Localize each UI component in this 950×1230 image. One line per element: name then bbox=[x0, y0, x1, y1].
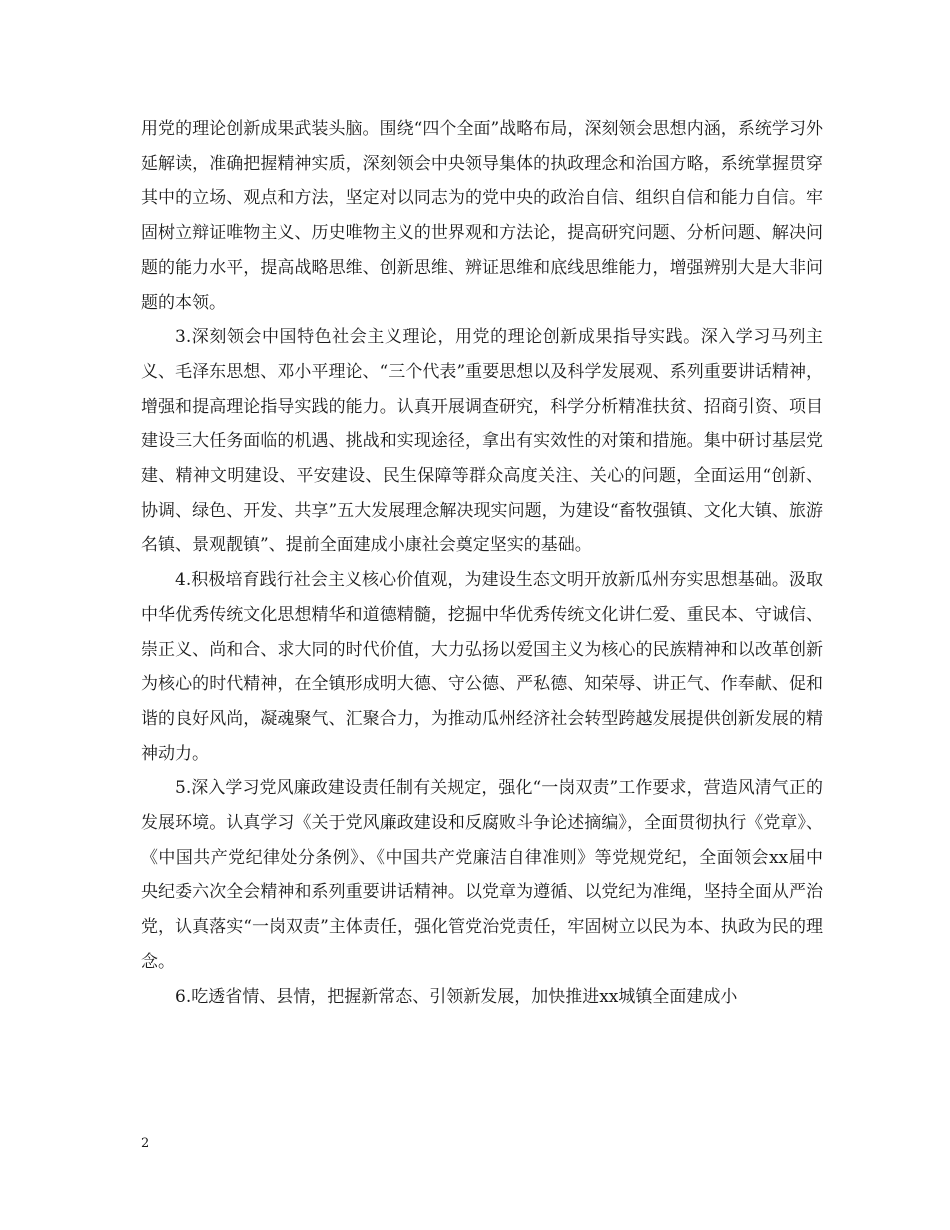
paragraph-1: 用党的理论创新成果武装头脑。围绕“四个全面”战略布局，深刻领会思想内涵，系统学习外延解读，准确把握精神实质，深刻领会中央领导集体的执政理念和治国方略，系统掌握贯穿其中的立场、观点和方法，坚定对以同志为的党中央的政治自信、组织自信和能力自信。牢固树立辩证唯物主义、历史唯物主义的世界观和方法论，提高研究问题、分析问题、解决问题的能力水平，提高战略思维、创新思维、辨证思维和底线思维能力，增强辨别大是大非问题的本领。 bbox=[141, 119, 823, 313]
paragraph-5: 6.吃透省情、县情，把握新常态、引领新发展，加快推进xx城镇全面建成小 bbox=[175, 986, 738, 1007]
paragraph-2: 3.深刻领会中国特色社会主义理论，用党的理论创新成果指导实践。深入学习马列主义、毛泽东思想、邓小平理论、“三个代表”重要思想以及科学发展观、系列重要讲话精神，增强和提高理论指导实践的能力。认真开展调查研究，科学分析精准扶贫、招商引资、项目建设三大任务面临的机遇、挑战和实现途径，拿出有实效性的对策和措施。集中研讨基层党建、精神文明建设、平安建设、民生保障等群众高度关注、关心的问题，全面运用“创新、协调、绿色、开发、共享”五大发展理念解决现实问题，为建设“畜牧强镇、文化大镇、旅游名镇、景观靓镇”、提前全面建成小康社会奠定坚实的基础。 bbox=[141, 327, 823, 556]
page-number: 2 bbox=[141, 1136, 150, 1151]
paragraph-4: 5.深入学习党风廉政建设责任制有关规定，强化“一岗双责”工作要求，营造风清气正的发展环境。认真学习《关于党风廉政建设和反腐败斗争论述摘编》，全面贯彻执行《党章》、《中国共产党纪律处分条例》、《中国共产党廉洁自律准则》等党规党纪，全面领会xx届中央纪委六次全会精神和系列重要讲话精神。以党章为遵循、以党纪为准绳，坚持全面从严治党，认真落实“一岗双责”主体责任，强化管党治党责任，牢固树立以民为本、执政为民的理念。 bbox=[141, 778, 823, 972]
paragraph-3: 4.积极培育践行社会主义核心价值观，为建设生态文明开放新瓜州夯实思想基础。汲取中华优秀传统文化思想精华和道德精髓，挖掘中华优秀传统文化讲仁爱、重民本、守诚信、崇正义、尚和合、求大同的时代价值，大力弘扬以爱国主义为核心的民族精神和以改革创新为核心的时代精神，在全镇形成明大德、守公德、严私德、知荣辱、讲正气、作奉献、促和谐的良好风尚，凝魂聚气、汇聚合力，为推动瓜州经济社会转型跨越发展提供创新发展的精神动力。 bbox=[141, 570, 823, 764]
document-body bbox=[141, 112, 823, 1014]
